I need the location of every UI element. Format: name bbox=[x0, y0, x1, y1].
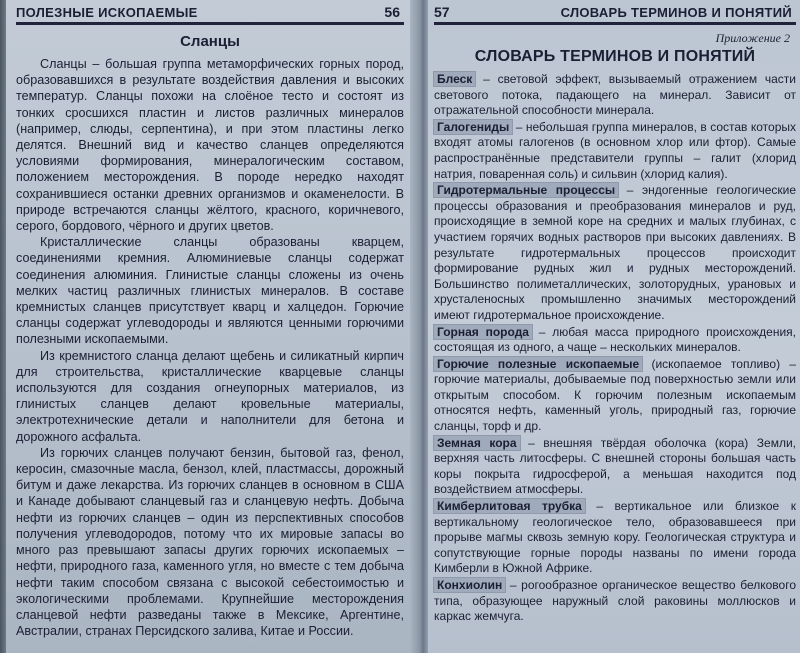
entry-term: Гидротермальные процессы bbox=[434, 183, 618, 197]
paragraph-2: Кристаллические сланцы образованы кварцем, соединениями кремния. Алюминиевые сланцы содержат соединения алюминия. Глинистые сланцы сложены из очень мелких частиц различных глинистых минералов. В составе кремнистых сланцев присутствует кварц и халцедон. Горючие сланцы содержат углеводороды и являются ценными горючими полезными ископаемыми. bbox=[16, 235, 404, 347]
entry-definition: – любая масса природного происхождения, состоящая из одного, а чаще – нескольких минералов. bbox=[434, 324, 796, 355]
section-title: Сланцы bbox=[180, 33, 240, 50]
right-page bbox=[428, 0, 800, 653]
left-page-number: 56 bbox=[384, 4, 400, 20]
entry-definition: – рогообразное органическое вещество белкового типа, образующее наружный слой раковины моллюсков и каркас жемчуга. bbox=[434, 578, 796, 624]
entry-term: Блеск bbox=[434, 72, 475, 86]
dictionary-entry bbox=[434, 120, 796, 182]
entry-term: Кимберлитовая трубка bbox=[434, 499, 585, 513]
dictionary-entry bbox=[434, 325, 796, 356]
entry-term: Горючие полезные ископаемые bbox=[434, 357, 642, 371]
entry-term: Галогениды bbox=[434, 120, 512, 134]
dictionary-entry bbox=[434, 499, 796, 577]
entry-definition: – небольшая группа минералов, в состав которых входят атомы галогенов (в основном хлор или фтор). Самые распространённые представители группы – галит (хлорид натрия, поваренная соль) и сильвин (хлорид калия). bbox=[434, 119, 796, 181]
dictionary-entry bbox=[434, 436, 796, 498]
right-header-title: СЛОВАРЬ ТЕРМИНОВ И ПОНЯТИЙ bbox=[560, 5, 792, 20]
entry-term: Земная кора bbox=[434, 436, 520, 450]
dictionary-entry bbox=[434, 72, 796, 119]
right-page-header bbox=[434, 0, 796, 25]
right-page-number: 57 bbox=[434, 4, 450, 20]
entry-definition: – эндогенные геологические процессы образования и преобразования минералов и руд, происходящие в земной коре на средних и малых глубинах, с участием горячих водных растворов при высоких давлениях. В результате гидротермальных процессов происходит формирование рудных жил и рудных месторождений. Большинство полиметаллических, золоторудных, урановых и хрусталеносных промышленно значимых месторождений имеют гидротермальное происхождение. bbox=[434, 183, 796, 322]
entry-definition: – световой эффект, вызываемый отражением части светового потока, падающего на минерал. Зависит от отражательной способности минерала. bbox=[434, 72, 796, 118]
dictionary-entry bbox=[434, 183, 796, 323]
dictionary-entry bbox=[434, 578, 796, 625]
entry-definition: – внешняя твёрдая оболочка (кора) Земли, верхняя часть литосферы. С внешней стороны большая часть коры покрыта гидросферой, а меньшая находится под воздействием атмосферы. bbox=[434, 435, 796, 497]
entry-term: Горная порода bbox=[434, 325, 532, 339]
entry-definition: – вертикальное или близкое к вертикальному геологическое тело, образовавшееся при прорыве магмы сквозь земную кору. Геологическая структура и сопутствующие горные породы названы по имени города Кимберли в Южной Африке. bbox=[434, 499, 796, 576]
dictionary-title: СЛОВАРЬ ТЕРМИНОВ И ПОНЯТИЙ bbox=[474, 48, 756, 65]
entry-definition: (ископаемое топливо) – горючие материалы, добываемые под поверхностью земли или открытым способом. К горючим полезным ископаемым относятся нефть, каменный уголь, природный газ, горючие сланцы, торф и др. bbox=[434, 356, 796, 434]
paragraph-4: Из горючих сланцев получают бензин, бытовой газ, фенол, керосин, смазочные масла, бензол, клей, пластмассы, дорожный битум и даже лекарства. Из горючих сланцев в основном в США и Канаде добывают сланцевый газ и сланцевую нефть. Добыча нефти из горючих сланцев – один из перспективных способов получения углеводородов, потому что их мировые запасы во много раз превышают запасы других горючих ископаемых – нефти, природного газа, каменного угля, но вместе с тем добыча нефти таким способом связана с высокой себестоимостью и экологическими проблемами. Крупнейшие месторождения сланцевой нефти разведаны также в Мексике, Аргентине, Австралии, странах Персидского залива, Китае и России. bbox=[16, 445, 404, 639]
left-page bbox=[6, 0, 416, 653]
appendix-label: Приложение 2 bbox=[715, 31, 790, 45]
left-header-title: ПОЛЕЗНЫЕ ИСКОПАЕМЫЕ bbox=[16, 5, 198, 20]
paragraph-1: Сланцы – большая группа метаморфических горных пород, образовавшихся в результате воздействия давления и высоких температур. Сланцы похожи на слоёное тесто и состоят из тонких сросшихся пластин и листов различных минералов (например, слюды, серпентина), и при этом пластины легко делятся. Внешний вид и качество сланцев определяются условиями формирования, минералогическим составом, положением месторождения. В породе нередко находят сохранившиеся останки древних организмов и окаменелости. В природе встречаются сланцы жёлтого, красного, коричневого, серого, бордового, чёрного и других цветов. bbox=[16, 57, 404, 234]
paragraph-3: Из кремнистого сланца делают щебень и силикатный кирпич для строительства, кристаллические кварцевые сланцы используются для создания огнеупорных материалов, из глинистых сланцев делают кровельные материалы, электротехнические детали и наполнители для бетона и дорожного асфальта. bbox=[16, 348, 404, 444]
dictionary-entry bbox=[434, 357, 796, 435]
entry-term: Конхиолин bbox=[434, 578, 505, 592]
left-page-header bbox=[16, 0, 404, 25]
